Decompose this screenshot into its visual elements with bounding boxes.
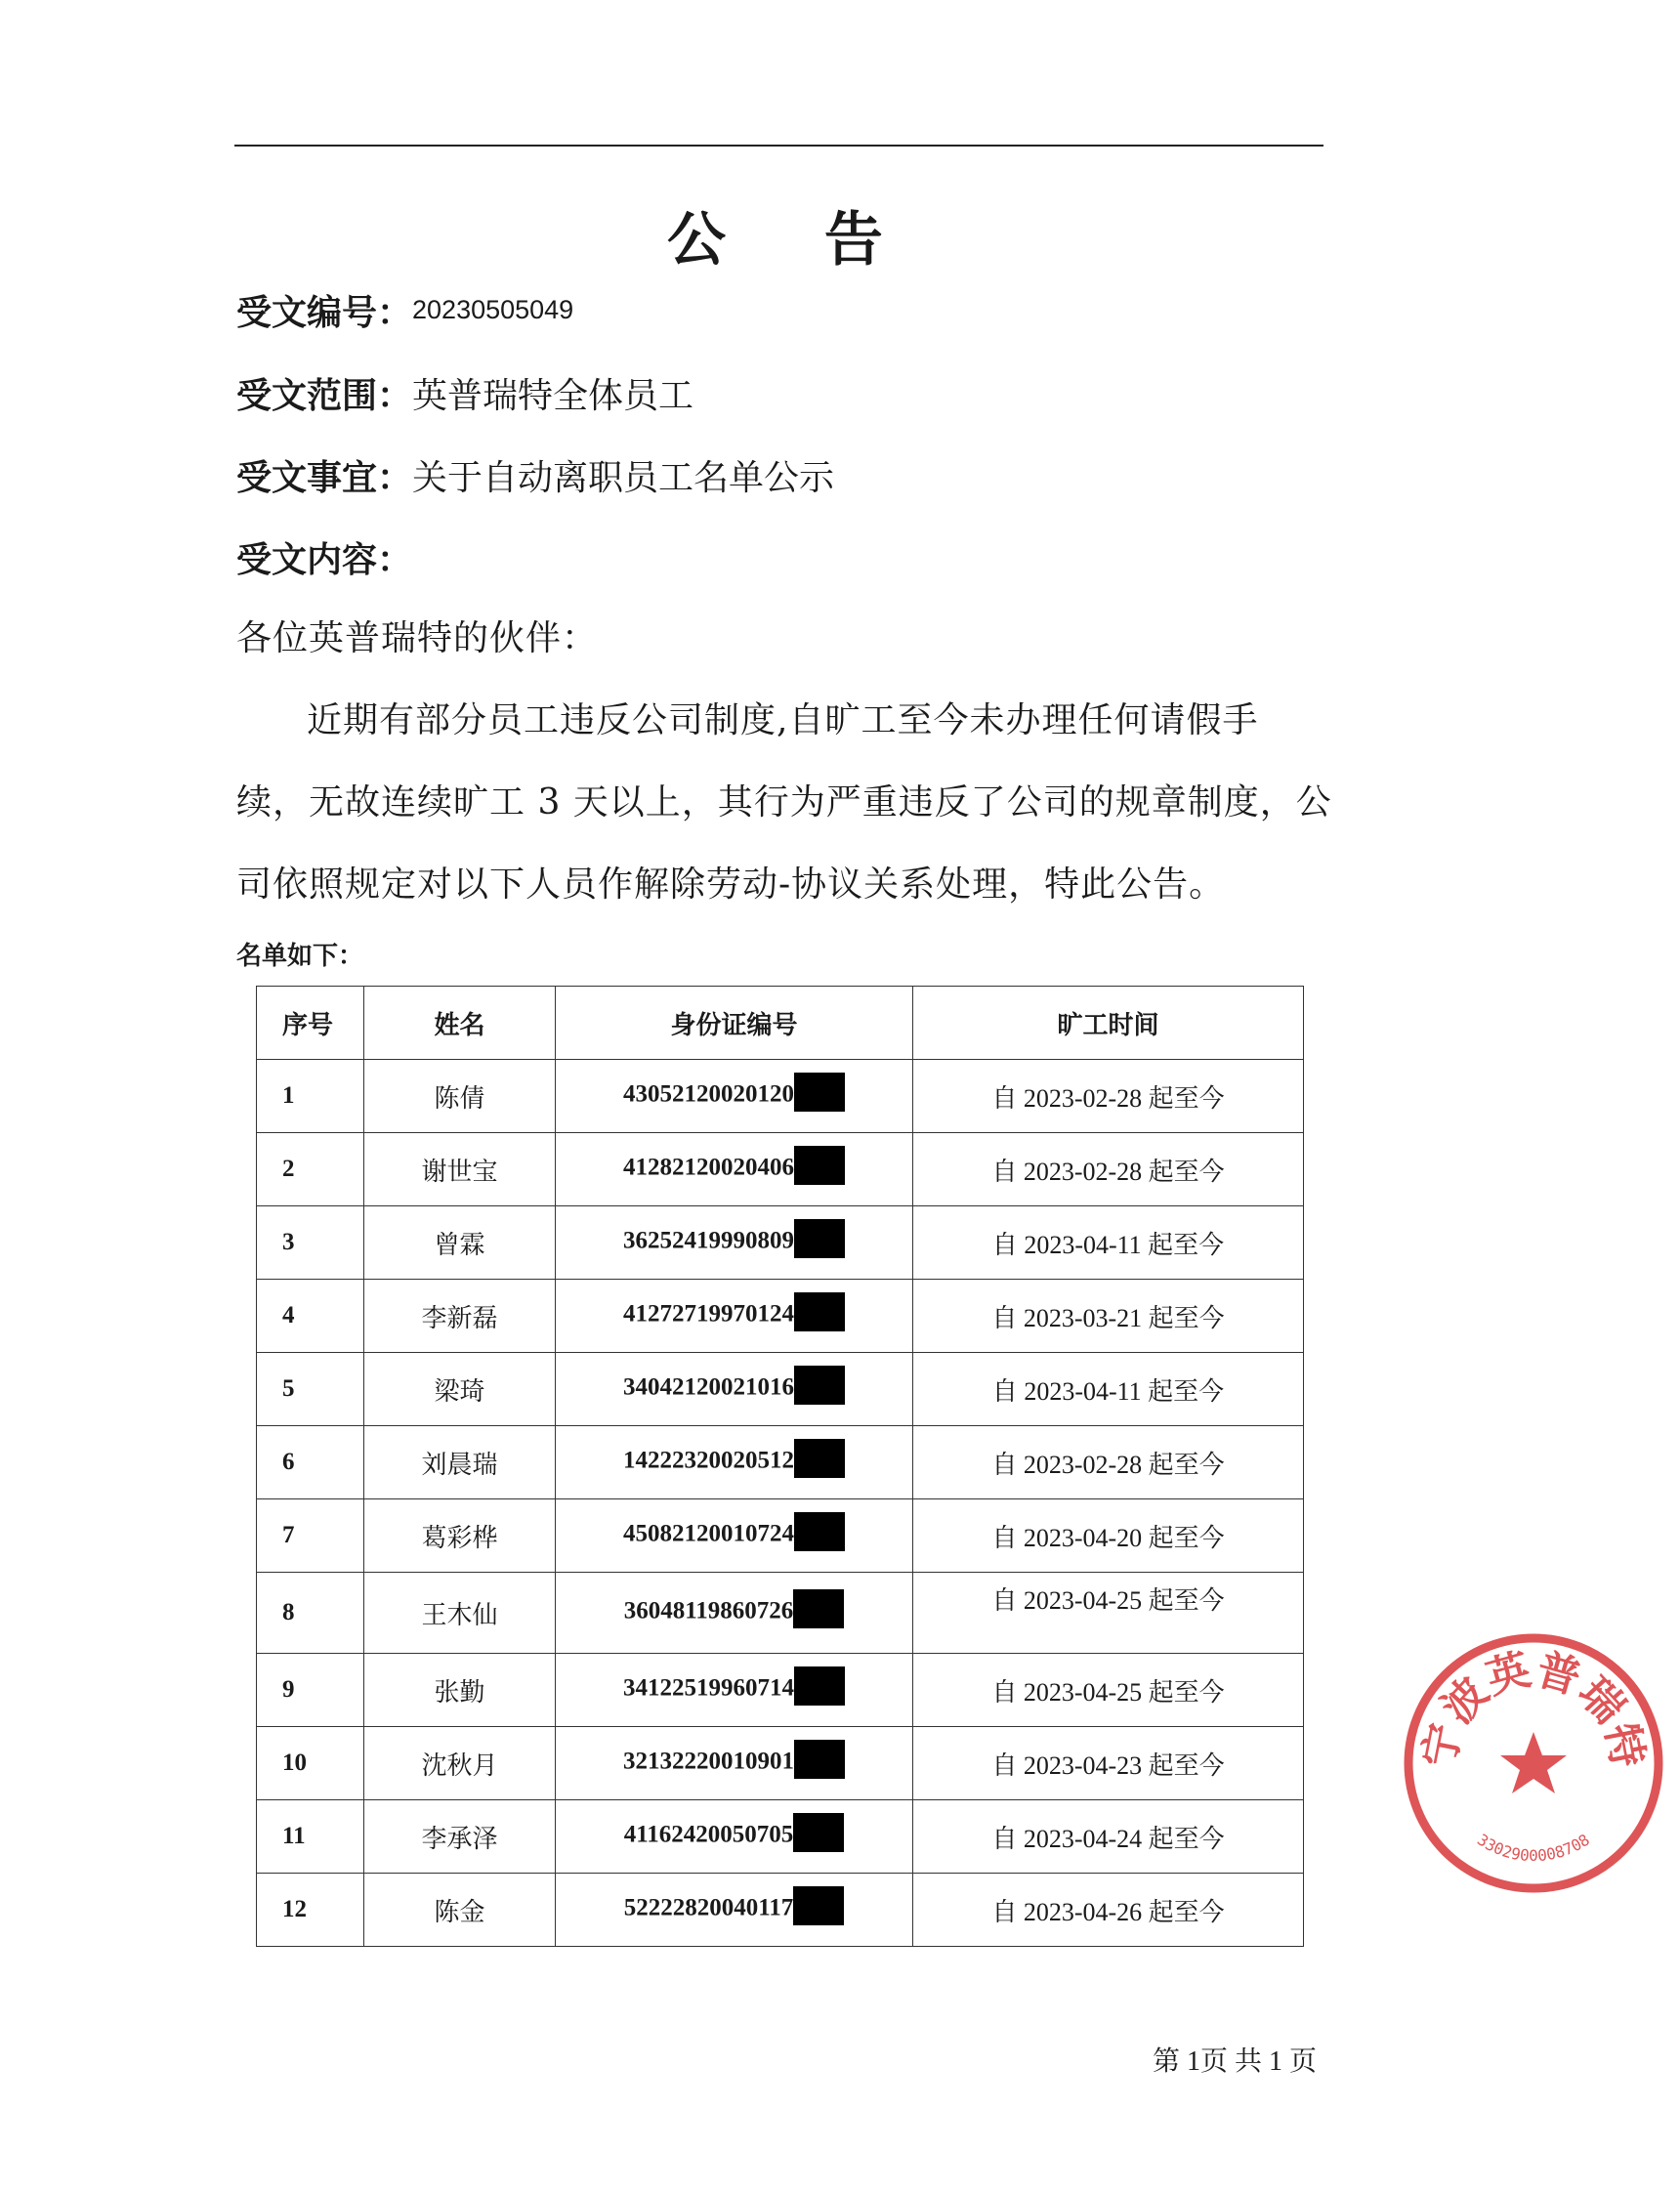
redaction-block (794, 1219, 845, 1258)
table-row (257, 1280, 1304, 1353)
cell-name: 李新磊 (364, 1280, 556, 1353)
id-number: 14222320020512 (623, 1447, 794, 1474)
table-row (257, 1133, 1304, 1206)
date-prefix: 自 (991, 1897, 1018, 1927)
table-row (257, 1573, 1304, 1654)
absence-date: 2023-04-11 (1024, 1230, 1142, 1259)
cell-seq: 11 (257, 1800, 364, 1874)
cell-absence (913, 1573, 1304, 1654)
redaction-block (794, 1073, 845, 1112)
cell-absence (913, 1353, 1304, 1426)
date-suffix: 起至今 (1148, 1824, 1225, 1854)
header-seq: 序号 (257, 987, 364, 1060)
absence-date: 2023-04-20 (1023, 1523, 1143, 1552)
date-prefix: 自 (991, 1157, 1018, 1187)
table-row (257, 1874, 1304, 1947)
page-number: 第 1页 共 1 页 (1153, 2046, 1318, 2077)
table-row (257, 1206, 1304, 1280)
cell-seq: 10 (257, 1727, 364, 1800)
id-number: 41162420050705 (623, 1821, 794, 1848)
cell-absence (913, 1280, 1304, 1353)
svg-text:3302900008708: 3302900008708 (1474, 1830, 1593, 1866)
cell-absence (913, 1499, 1304, 1573)
cell-name: 陈金 (364, 1874, 556, 1947)
id-number: 41272719970124 (623, 1300, 794, 1328)
date-suffix: 起至今 (1148, 1083, 1225, 1114)
date-prefix: 自 (991, 1230, 1018, 1260)
subject-label: 受文事宜： (236, 458, 413, 498)
cell-absence (913, 1727, 1304, 1800)
table-row (257, 1727, 1304, 1800)
id-number: 41282120020406 (623, 1154, 794, 1181)
page-title: 公 告 (667, 206, 922, 274)
redaction-block (794, 1512, 845, 1551)
paragraph-line: 续，无故连续旷工 3 天以上，其行为严重违反了公司的规章制度，公 (236, 782, 1332, 822)
absence-date: 2023-04-25 (1023, 1586, 1143, 1615)
cell-seq: 8 (257, 1573, 364, 1654)
cell-name: 张勤 (364, 1654, 556, 1727)
cell-absence (913, 1206, 1304, 1280)
subject-field (236, 450, 834, 500)
date-prefix: 自 (991, 1824, 1018, 1854)
redaction-block (794, 1666, 845, 1706)
cell-id (556, 1060, 913, 1133)
greeting: 各位英普瑞特的伙伴： (236, 618, 599, 658)
cell-name: 王木仙 (364, 1573, 556, 1654)
header-absence: 旷工时间 (913, 987, 1304, 1060)
date-prefix: 自 (991, 1523, 1018, 1553)
content-field (236, 532, 412, 582)
absence-date: 2023-04-26 (1023, 1897, 1143, 1926)
doc-number-label: 受文编号： (236, 293, 413, 333)
cell-name: 梁琦 (364, 1353, 556, 1426)
id-number: 34042120021016 (623, 1373, 794, 1401)
scope-label: 受文范围： (236, 376, 413, 416)
svg-text:宁波英普瑞特: 宁波英普瑞特 (1414, 1644, 1653, 1772)
absence-date: 2023-02-28 (1023, 1450, 1143, 1479)
doc-number-field (236, 285, 573, 335)
table-body (257, 1060, 1304, 1947)
id-number: 36252419990809 (623, 1227, 794, 1254)
table-row (257, 1499, 1304, 1573)
cell-absence (913, 1060, 1304, 1133)
redaction-block (793, 1589, 844, 1628)
date-suffix: 起至今 (1148, 1450, 1225, 1480)
date-suffix: 起至今 (1148, 1586, 1225, 1616)
subject-value: 关于自动离职员工名单公示 (412, 458, 835, 498)
table-row (257, 1426, 1304, 1499)
cell-seq: 9 (257, 1654, 364, 1727)
body-text (236, 598, 1332, 926)
date-suffix: 起至今 (1148, 1750, 1225, 1781)
date-suffix: 起至今 (1148, 1523, 1225, 1553)
date-prefix: 自 (991, 1450, 1018, 1480)
date-suffix: 起至今 (1148, 1303, 1225, 1333)
absence-date: 2023-02-28 (1023, 1157, 1143, 1186)
id-number: 43052120020120 (623, 1080, 794, 1108)
date-suffix: 起至今 (1148, 1897, 1225, 1927)
cell-id (556, 1206, 913, 1280)
date-prefix: 自 (991, 1376, 1018, 1407)
id-number: 34122519960714 (623, 1674, 794, 1702)
absence-date: 2023-04-11 (1024, 1376, 1142, 1406)
absence-date: 2023-04-25 (1023, 1677, 1143, 1707)
cell-name: 谢世宝 (364, 1133, 556, 1206)
id-number: 52222820040117 (623, 1894, 794, 1921)
cell-absence (913, 1426, 1304, 1499)
cell-seq: 5 (257, 1353, 364, 1426)
id-number: 32132220010901 (623, 1748, 794, 1775)
cell-seq: 1 (257, 1060, 364, 1133)
redaction-block (793, 1813, 844, 1852)
cell-seq: 7 (257, 1499, 364, 1573)
redaction-block (794, 1439, 845, 1478)
date-prefix: 自 (991, 1586, 1018, 1616)
absence-date: 2023-04-24 (1023, 1824, 1143, 1853)
table-header-row (257, 987, 1304, 1060)
cell-absence (913, 1800, 1304, 1874)
table-row (257, 1654, 1304, 1727)
seal-star-icon (1500, 1732, 1567, 1793)
scope-value: 英普瑞特全体员工 (412, 376, 694, 416)
date-prefix: 自 (991, 1750, 1018, 1781)
cell-seq: 2 (257, 1133, 364, 1206)
cell-id (556, 1133, 913, 1206)
cell-name: 曾霖 (364, 1206, 556, 1280)
cell-seq: 3 (257, 1206, 364, 1280)
redaction-block (794, 1292, 845, 1331)
table-row (257, 1060, 1304, 1133)
absence-date: 2023-02-28 (1023, 1083, 1143, 1113)
cell-absence (913, 1654, 1304, 1727)
date-suffix: 起至今 (1148, 1157, 1225, 1187)
absence-table (256, 986, 1304, 1947)
list-label: 名单如下： (236, 942, 364, 971)
cell-id (556, 1499, 913, 1573)
cell-id (556, 1573, 913, 1654)
cell-id (556, 1353, 913, 1426)
table-row (257, 1353, 1304, 1426)
cell-name: 沈秋月 (364, 1727, 556, 1800)
absence-date: 2023-03-21 (1023, 1303, 1143, 1332)
table-row (257, 1800, 1304, 1874)
doc-number-value: 20230505049 (412, 295, 574, 324)
cell-name: 陈倩 (364, 1060, 556, 1133)
company-seal-stamp (1387, 1617, 1680, 1910)
cell-id (556, 1727, 913, 1800)
header-name: 姓名 (364, 987, 556, 1060)
id-number: 45082120010724 (623, 1520, 794, 1547)
id-number: 36048119860726 (623, 1597, 794, 1624)
paragraph-line: 司依照规定对以下人员作解除劳动-协议关系处理，特此公告。 (236, 865, 1226, 905)
cell-name: 李承泽 (364, 1800, 556, 1874)
date-suffix: 起至今 (1148, 1230, 1225, 1260)
date-prefix: 自 (991, 1677, 1018, 1708)
cell-id (556, 1280, 913, 1353)
redaction-block (794, 1146, 845, 1185)
header-rule (234, 145, 1323, 147)
redaction-block (793, 1886, 844, 1925)
scope-field (236, 368, 693, 418)
cell-name: 葛彩桦 (364, 1499, 556, 1573)
cell-absence (913, 1133, 1304, 1206)
date-suffix: 起至今 (1148, 1677, 1225, 1708)
cell-seq: 12 (257, 1874, 364, 1947)
redaction-block (794, 1366, 845, 1405)
paragraph-line: 近期有部分员工违反公司制度,自旷工至今未办理任何请假手 (307, 700, 1259, 740)
cell-id (556, 1800, 913, 1874)
content-label: 受文内容： (236, 540, 413, 580)
cell-name: 刘晨瑞 (364, 1426, 556, 1499)
cell-id (556, 1654, 913, 1727)
cell-absence (913, 1874, 1304, 1947)
cell-id (556, 1874, 913, 1947)
header-id: 身份证编号 (556, 987, 913, 1060)
date-prefix: 自 (991, 1303, 1018, 1333)
absence-date: 2023-04-23 (1023, 1750, 1143, 1780)
cell-id (556, 1426, 913, 1499)
redaction-block (794, 1740, 845, 1779)
cell-seq: 6 (257, 1426, 364, 1499)
date-suffix: 起至今 (1148, 1376, 1225, 1407)
cell-seq: 4 (257, 1280, 364, 1353)
date-prefix: 自 (991, 1083, 1018, 1114)
